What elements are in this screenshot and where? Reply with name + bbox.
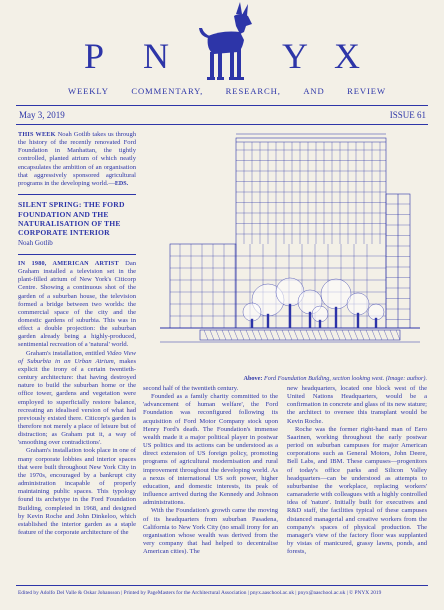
drawing-line	[204, 330, 208, 340]
middle-column	[143, 385, 278, 581]
drawing-line	[252, 330, 256, 340]
intro-paragraph	[18, 131, 136, 188]
drawing-line	[348, 330, 352, 340]
tagline-word: RESEARCH,	[225, 86, 281, 96]
tree-canopy	[368, 304, 384, 320]
caption-label: Above:	[243, 375, 263, 382]
tagline-word: REVIEW	[347, 86, 386, 96]
article-paragraph	[18, 350, 136, 448]
article-text: With the Foundation's growth came the moving of its headquarters from suburban Pasadena, California to New York City (no small irony for an organisation whose wealth was derived from the very company that had helped to decentralise American cities). The	[143, 507, 278, 556]
figure-caption	[244, 375, 428, 382]
headline-rule	[18, 254, 136, 255]
tree-trunk	[319, 320, 321, 328]
drawing-line	[342, 330, 346, 340]
article-kicker: IN 1980, AMERICAN ARTIST	[18, 259, 119, 267]
drawing-line	[372, 330, 376, 340]
issue-number: ISSUE 61	[389, 110, 426, 120]
article-text: Graham's installation took place in one of many corporate lobbies and interior spaces that were built throughout New York City in the 1970s, encouraged by a bankrupt city administration incapable of properly maintaining public spaces. This typology found its archetype in the Ford Foundation Building, completed in 1968, and designed by Kevin Roche and John Dinkeloo, which established the interior garden as a staple feature of the corporate architecture of the	[18, 447, 136, 537]
article-paragraph	[18, 260, 136, 350]
article-text: new headquarters, located one block west of the United Nations Headquarters, would be a confirmation in concrete and glass of its new stature; the architect to oversee this transplant would be Kevin Roche.	[287, 385, 427, 425]
top-rule	[16, 105, 428, 106]
dog-figure-logo-icon	[196, 0, 260, 82]
masthead-letter-x: X	[334, 36, 361, 76]
article-paragraph	[287, 385, 427, 426]
drawing-line	[360, 330, 364, 340]
tree-trunk	[289, 304, 291, 328]
drawing-line	[336, 330, 340, 340]
tagline-word: COMMENTARY,	[131, 86, 204, 96]
tree-trunk	[251, 319, 253, 328]
intro-text: Noah Gotlib takes us through the history of the recently renovated Ford Foundation in Manhattan, the tightly controlled, planted atrium of which neatly encapsulates the ambition of an organisation that aggressively sponsored agricultural programs in the developing world.—	[18, 131, 136, 187]
tagline	[68, 86, 386, 96]
drawing-line	[318, 330, 322, 340]
masthead-letter-n: N	[143, 36, 170, 76]
drawing-line	[234, 330, 238, 340]
drawing-line	[246, 330, 250, 340]
issue-date: May 3, 2019	[19, 110, 65, 120]
drawing-line	[324, 330, 328, 340]
article-headline: SILENT SPRING: THE FORD FOUNDATION AND THE NATURALISATION OF THE CORPORATE INTERIOR	[18, 200, 125, 238]
drawing-line	[270, 330, 274, 340]
article-byline: Noah Gotlib	[18, 238, 53, 247]
drawing-line	[294, 330, 298, 340]
masthead-letter-p: P	[84, 36, 106, 76]
artwork-title: Video View of Suburbia in an Urban Atrium	[18, 349, 136, 365]
drawing-line	[276, 330, 280, 340]
drawing-line	[228, 330, 232, 340]
drawing-line	[258, 330, 262, 340]
tree-canopy	[312, 306, 328, 322]
drawing-line	[366, 330, 370, 340]
drawing-line	[312, 330, 316, 340]
intro-rule	[18, 194, 136, 195]
tagline-word: AND	[303, 86, 325, 96]
article-text: , makes explicit the irony of a certain twentieth-century architecture: that having destroyed nature to build the suburban home or the office tower, gardens and vegetation were employed to superficially restore balance, recreating an idealised version of what had previously existed there. Citicorp's garden is therefore not merely a place of leisure but of distraction; as Graham put it, a way of 'smoothing over contradictions'.	[18, 357, 136, 447]
drawing-line	[240, 330, 244, 340]
caption-text: Ford Foundation Building, section looking west. (Image: author).	[263, 375, 427, 382]
article-paragraph	[287, 426, 427, 557]
drawing-line	[300, 330, 304, 340]
tree-trunk	[335, 307, 337, 328]
right-column	[287, 385, 427, 581]
left-column	[18, 131, 136, 576]
footer-rule	[16, 585, 428, 586]
drawing-line	[396, 330, 400, 340]
drawing-line	[306, 330, 310, 340]
section-drawing-figure	[140, 124, 430, 374]
drawing-line	[354, 330, 358, 340]
article-paragraph	[18, 447, 136, 537]
article-text: Roche was the former right-hand man of Eero Saarinen, working throughout the early postwar period on suburban campuses for major American corporations such as General Motors, John Deere, Bell Labs, and IBM. These campuses—progenitors of today's office parks and Silicon Valley headquarters—can be understood as attempts to suburbanise the workplace, replacing workers' camaraderie with colleagues with a highly controlled idea of 'nature'. Initially built for executives and R&D staff, the facilities typical of these campuses distanced managerial and creative workers from the company's spaces of physical production. The manager's view of the factory floor was supplanted by vistas of manicured, grassy lawns, ponds, and forests,	[287, 425, 427, 556]
tree-canopy	[347, 293, 369, 315]
drawing-line	[288, 330, 292, 340]
drawing-line	[378, 330, 382, 340]
drawing-line	[222, 330, 226, 340]
tagline-word: WEEKLY	[68, 86, 109, 96]
tree-trunk	[309, 312, 311, 328]
tree-trunk	[375, 318, 377, 328]
masthead-letter-y: Y	[282, 36, 309, 76]
tree-canopy	[321, 279, 351, 309]
drawing-line	[216, 330, 220, 340]
article-text: Founded as a family charity committed to the 'advancement of human welfare', the Ford Foundation was reconfigured following its acquisition of Ford Motor Company stock upon Henry Ford's death. The Foundation's immense wealth made it a major political player in postwar US politics and its actions can be understood as a direct extension of US foreign policy, promoting programs of agricultural modernisation and rural improvement throughout the developing world. As a nexus of international US soft power, higher education, and domestic interests, its peak of influence arrived during the Kennedy and Johnson administrations.	[143, 393, 278, 507]
article-text: Dan Graham installed a television set in the plant-filled atrium of New York's Citicorp Centre. Showing a continuous shot of the garden of a suburban house, the television formed a bridge between two worlds: the commercial space of the city and the domestic gardens of suburbia. This was in effect a double projection: the suburban garden already being a highly-produced, sentimental recreation of a 'natural' world.	[18, 259, 136, 349]
drawing-line	[330, 330, 334, 340]
article-text: Graham's installation, entitled	[26, 349, 107, 357]
intro-signoff: EDS.	[114, 180, 129, 187]
article-paragraph	[143, 507, 278, 556]
tree-trunk	[267, 314, 269, 328]
tree-trunk	[357, 313, 359, 328]
tree-canopy	[243, 303, 261, 321]
article-text: second half of the twentieth century.	[143, 385, 239, 392]
drawing-line	[282, 330, 286, 340]
drawing-line	[210, 330, 214, 340]
footer-credits: Edited by Adolfo Del Valle & Oskar Johansson | Printed by PageMasters for the Architectural Association | pnyx.aaschool.ac.uk | pnyx@aaschool.ac.uk | © PNYX 2019	[18, 590, 382, 596]
article-paragraph	[143, 393, 278, 507]
drawing-line	[384, 330, 388, 340]
drawing-line	[264, 330, 268, 340]
article-paragraph	[143, 385, 278, 393]
intro-kicker: THIS WEEK	[18, 131, 56, 138]
drawing-line	[390, 330, 394, 340]
